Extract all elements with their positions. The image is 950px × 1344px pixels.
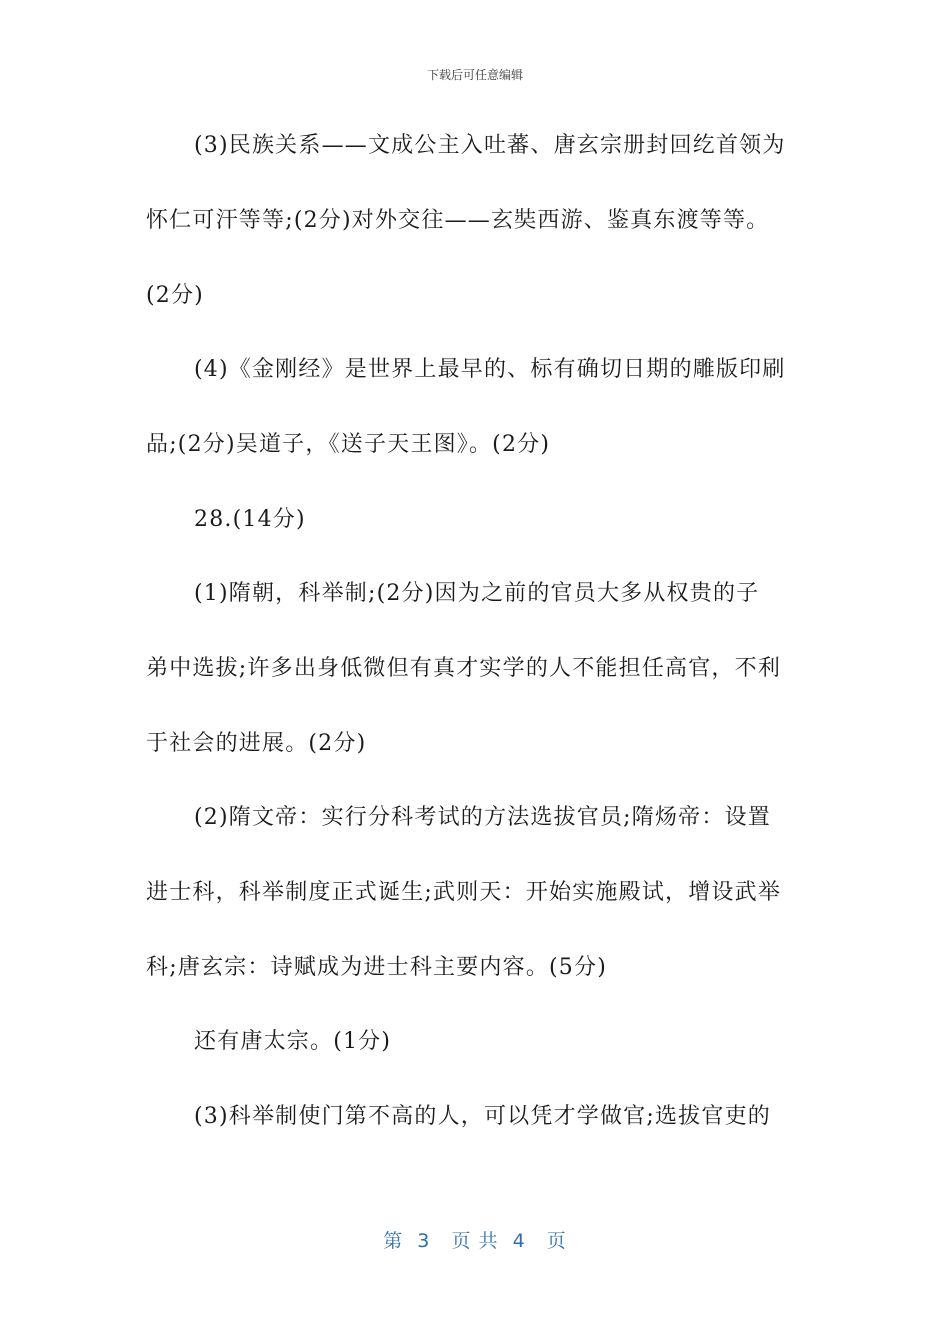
text-line: 还有唐太宗。(1分) <box>194 1029 392 1054</box>
text-line: (2分) <box>146 283 204 308</box>
text-line: (1)隋朝，科举制;(2分)因为之前的官员大多从权贵的子 <box>194 581 760 606</box>
text-line: 进士科，科举制度正式诞生;武则天：开始实施殿试，增设武举 <box>146 880 782 905</box>
page-header: 下载后可任意编辑 <box>426 68 523 82</box>
text-line: 怀仁可汗等等;(2分)对外交往——玄奘西游、鉴真东渡等等。 <box>146 208 770 233</box>
text-line: (4)《金刚经》是世界上最早的、标有确切日期的雕版印刷 <box>194 357 786 382</box>
text-line: (3)科举制使门第不高的人，可以凭才学做官;选拔官吏的 <box>194 1104 771 1129</box>
text-line: 弟中选拔;许多出身低微但有真才实学的人不能担任高官，不利 <box>146 656 782 681</box>
text-line: 于社会的进展。(2分) <box>146 731 367 756</box>
text-line: 28.(14分) <box>194 507 306 532</box>
text-line: (2)隋文帝：实行分科考试的方法选拔官员;隋炀帝：设置 <box>194 805 771 830</box>
text-line: 品;(2分)吴道子，《送子天王图》。(2分) <box>146 432 551 457</box>
page-footer: 第 3 页 共 4 页 <box>383 1230 567 1252</box>
text-line: (3)民族关系——文成公主入吐蕃、唐玄宗册封回纥首领为 <box>194 133 786 158</box>
text-line: 科;唐玄宗：诗赋成为进士科主要内容。(5分) <box>146 955 607 980</box>
